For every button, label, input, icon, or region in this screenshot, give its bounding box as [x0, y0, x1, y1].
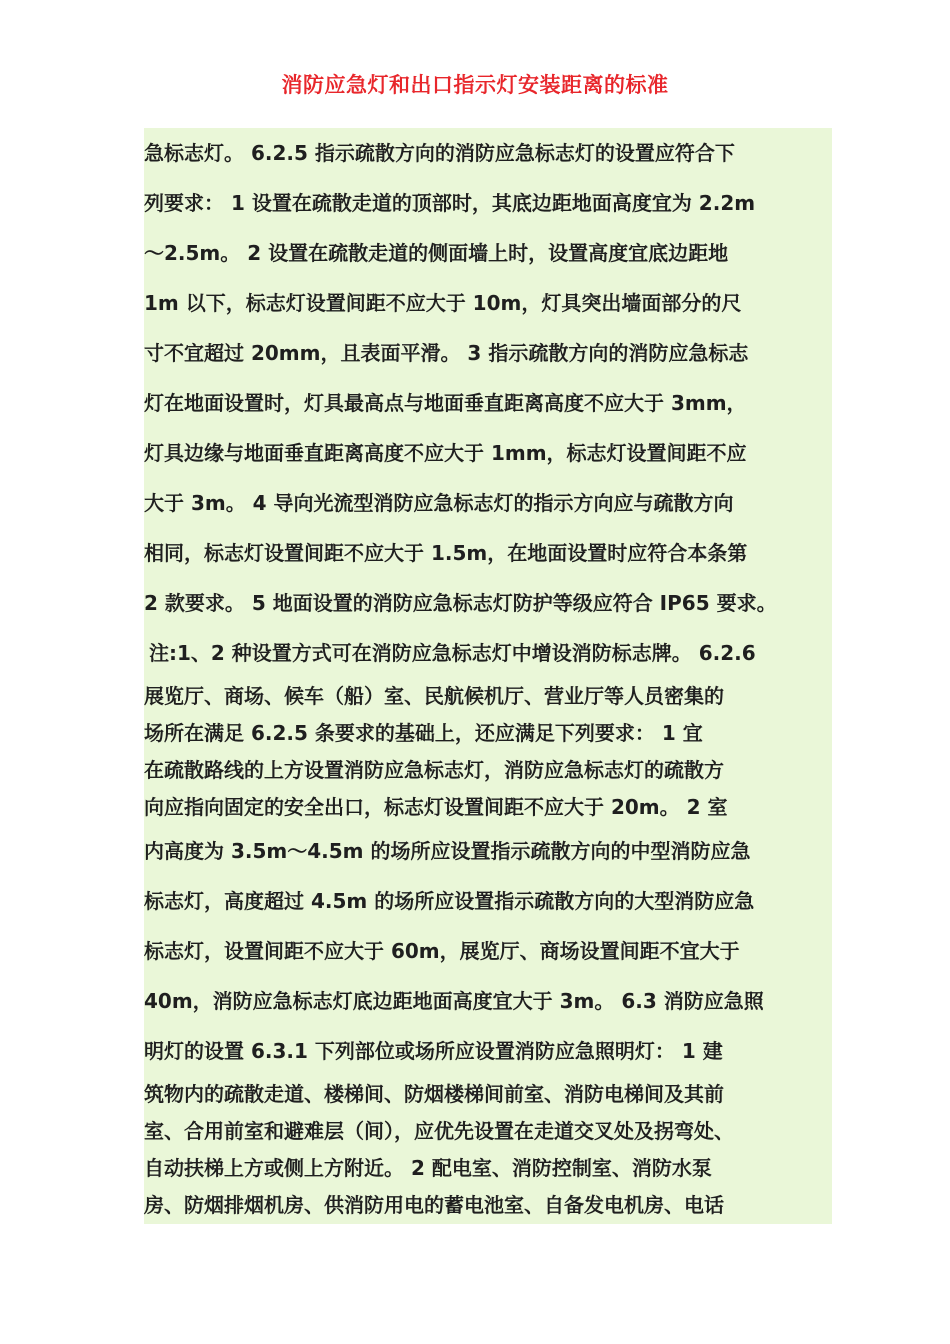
- text-line: 明灯的设置 6.3.1 下列部位或场所应设置消防应急照明灯： 1 建: [144, 1026, 832, 1076]
- text-line: 房、防烟排烟机房、供消防用电的蓄电池室、自备发电机房、电话: [144, 1187, 832, 1224]
- text-line: 寸不宜超过 20mm，且表面平滑。 3 指示疏散方向的消防应急标志: [144, 328, 832, 378]
- text-line: 向应指向固定的安全出口，标志灯设置间距不应大于 20m。 2 室: [144, 789, 832, 826]
- text-line: 相同，标志灯设置间距不应大于 1.5m，在地面设置时应符合本条第: [144, 528, 832, 578]
- text-line: 2 款要求。 5 地面设置的消防应急标志灯防护等级应符合 IP65 要求。: [144, 578, 832, 628]
- text-line: 标志灯，高度超过 4.5m 的场所应设置指示疏散方向的大型消防应急: [144, 876, 832, 926]
- document-title: 消防应急灯和出口指示灯安装距离的标准: [281, 73, 669, 97]
- text-line: 急标志灯。 6.2.5 指示疏散方向的消防应急标志灯的设置应符合下: [144, 128, 832, 178]
- text-line: 列要求： 1 设置在疏散走道的顶部时，其底边距地面高度宜为 2.2m: [144, 178, 832, 228]
- text-line: 场所在满足 6.2.5 条要求的基础上，还应满足下列要求： 1 宜: [144, 715, 832, 752]
- text-line: 室、合用前室和避难层（间），应优先设置在走道交叉处及拐弯处、: [144, 1113, 832, 1150]
- text-line: 在疏散路线的上方设置消防应急标志灯，消防应急标志灯的疏散方: [144, 752, 832, 789]
- document-body: [144, 128, 832, 1224]
- text-line: 40m，消防应急标志灯底边距地面高度宜大于 3m。 6.3 消防应急照: [144, 976, 832, 1026]
- text-line: 标志灯，设置间距不应大于 60m，展览厅、商场设置间距不宜大于: [144, 926, 832, 976]
- text-line: 内高度为 3.5m～4.5m 的场所应设置指示疏散方向的中型消防应急: [144, 826, 832, 876]
- text-line: 筑物内的疏散走道、楼梯间、防烟楼梯间前室、消防电梯间及其前: [144, 1076, 832, 1113]
- text-line: 灯具边缘与地面垂直距离高度不应大于 1mm，标志灯设置间距不应: [144, 428, 832, 478]
- text-line: 1m 以下，标志灯设置间距不应大于 10m，灯具突出墙面部分的尺: [144, 278, 832, 328]
- text-line: 自动扶梯上方或侧上方附近。 2 配电室、消防控制室、消防水泵: [144, 1150, 832, 1187]
- text-line: 展览厅、商场、候车（船）室、民航候机厅、营业厅等人员密集的: [144, 678, 832, 715]
- text-line: 大于 3m。 4 导向光流型消防应急标志灯的指示方向应与疏散方向: [144, 478, 832, 528]
- note-line: 注:1、2 种设置方式可在消防应急标志灯中增设消防标志牌。 6.2.6: [144, 628, 832, 678]
- text-line: ～2.5m。 2 设置在疏散走道的侧面墙上时，设置高度宜底边距地: [144, 228, 832, 278]
- text-line: 灯在地面设置时，灯具最高点与地面垂直距离高度不应大于 3mm，: [144, 378, 832, 428]
